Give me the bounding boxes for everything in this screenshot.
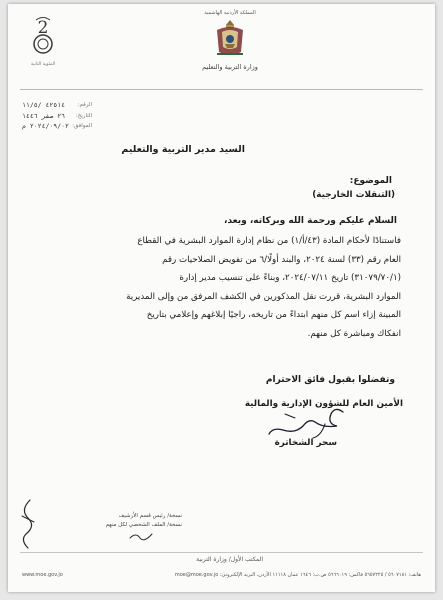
approval-mark-icon bbox=[128, 530, 154, 544]
letter-page bbox=[8, 4, 435, 592]
addressee: السيد مدير التربية والتعليم bbox=[121, 144, 245, 155]
closing-line: وتفضلوا بقبول فائق الاحترام bbox=[265, 375, 395, 385]
ref-number-label: الرقم: bbox=[77, 102, 92, 108]
ref-hijri-row bbox=[22, 111, 92, 122]
ref-gregorian-row bbox=[22, 121, 92, 132]
body-line: العام رقم (٣٣) لسنة ٢٠٢٤، والبند أولًا/٦ من تفويض الصلاحيات رقم bbox=[162, 254, 401, 265]
signatory-title: الأمين العام للشؤون الإدارية والمالية bbox=[244, 399, 403, 409]
centennial-label: المئوية الثانية bbox=[30, 62, 56, 67]
cc-line: نسخة/ الملف الشخصي لكل منهم bbox=[105, 522, 182, 528]
svg-text:2: 2 bbox=[37, 18, 49, 38]
initials-scribble-icon bbox=[16, 496, 38, 554]
footer-contact bbox=[22, 572, 421, 578]
footer-office-name: المكتب الأول/ وزارة التربية bbox=[196, 556, 263, 563]
kingdom-title: المملكة الأردنية الهاشمية bbox=[204, 10, 256, 16]
ref-gregorian-label: الموافق: bbox=[72, 123, 92, 129]
footer-contact-details: هاتف: ٥٦٠٧١٨١ / ٥٦٥٧٢٢٥ فاكس: ٥٦٦٦٠١٩ ص.ب: ١٦٤٦ عمان ١١١١٨ الأردن، البريد الإلكتروني: moe@moe.gov.jo bbox=[174, 572, 421, 578]
cc-block bbox=[32, 512, 182, 530]
footer-website-link[interactable]: www.moe.gov.jo bbox=[22, 572, 63, 578]
ref-gregorian-value: ٢٠٢٤/٠٩/٠٢ م bbox=[22, 122, 69, 130]
body-line: (٣١٠٧٩/٧٠/١) تاريخ ٢٠٢٤/٠٧/١١، وبناءً على تنسيب مدير إدارة bbox=[179, 273, 401, 284]
body-line: انفكاك ومباشرة كل منهم. bbox=[307, 328, 401, 339]
body-paragraph bbox=[43, 232, 401, 344]
body-line: المبينة إزاء اسم كل منهم ابتداءً من تاريخه، راجيًا إبلاغهم وإعلامي بتاريخ bbox=[146, 310, 401, 321]
centennial-100-icon bbox=[21, 14, 65, 58]
subject: (التنقلات الخارجية) bbox=[312, 190, 395, 200]
ref-hijri-label: التاريخ: bbox=[75, 112, 92, 119]
signatory-name: سحر الشخاترة bbox=[274, 438, 337, 448]
coat-of-arms-icon bbox=[213, 18, 247, 58]
subject-label: الموضوع: bbox=[349, 176, 392, 186]
centennial-logo bbox=[18, 14, 68, 67]
cc-line: نسخة/ رئيس قسم الأرشيف bbox=[118, 513, 182, 519]
ministry-name: وزارة التربية والتعليم bbox=[202, 63, 258, 71]
greeting: السلام عليكم ورحمة الله وبركاته، وبعد، bbox=[224, 216, 397, 226]
reference-block bbox=[22, 100, 92, 132]
footer-divider bbox=[20, 552, 423, 553]
body-line: فاستنادًا لأحكام المادة (٤٣/أ/١) من نظام إدارة الموارد البشرية في القطاع bbox=[137, 236, 401, 246]
ministry-header bbox=[190, 10, 270, 71]
ref-number-value: ٤٢٥١٤ /١١/٥ bbox=[22, 101, 66, 109]
ref-hijri-value: ٢٦ صفر ١٤٤٦ bbox=[22, 111, 66, 120]
ref-number-row bbox=[22, 100, 92, 111]
body-line: الموارد البشرية، قررت نقل المذكورين في الكشف المرفق من وإلى المديرية bbox=[126, 291, 401, 302]
header-divider bbox=[20, 89, 423, 90]
